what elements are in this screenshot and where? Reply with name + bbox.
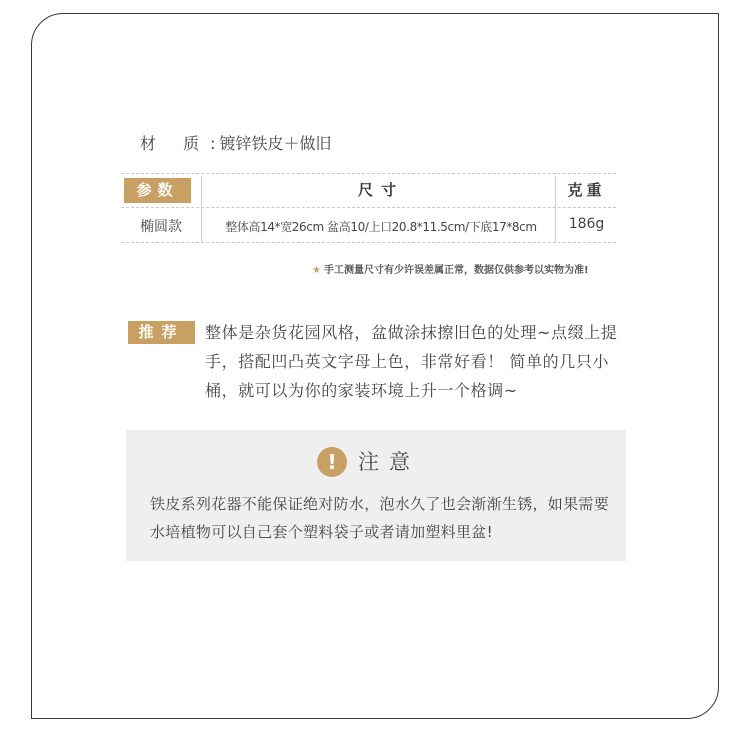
exclamation-icon: ! <box>317 447 347 477</box>
footnote-text: 手工测量尺寸有少许误差属正常，数据仅供参考以实物为准! <box>323 265 589 276</box>
header-param: 参数 <box>124 178 191 203</box>
material-line: 材 质: 镀锌铁皮＋做旧 <box>140 134 332 153</box>
header-weight: 克重 <box>567 181 606 199</box>
notice-title: 注意 <box>358 450 420 474</box>
notice-text: 铁皮系列花器不能保证绝对防水，泡水久了也会渐渐生锈，如果需要水培植物可以自己套个塑料袋子或者请加塑料里盆! <box>150 495 610 541</box>
row-name-cell: 椭圆款 <box>140 219 182 235</box>
material-label: 材 质 <box>140 134 211 153</box>
row-size-cell: 整体高14*宽26cm 盆高10/上口20.8*11.5cm/下底17*8cm <box>225 220 537 234</box>
recommend-label: 推荐 <box>128 321 195 344</box>
star-icon: ★ <box>312 265 321 276</box>
recommend-text: 整体是杂货花园风格，盆做涂抹擦旧色的处理~点缀上提手，搭配凹凸英文字母上色，非常好看！ 简单的几只小桶，就可以为你的家装环境上升一个格调~ <box>205 323 618 400</box>
notice-box <box>126 430 626 561</box>
measurement-footnote <box>312 261 589 276</box>
material-value: 镀锌铁皮＋做旧 <box>219 134 332 153</box>
row-weight-cell: 186g <box>568 216 605 232</box>
spec-table <box>121 173 616 243</box>
header-size: 尺寸 <box>357 181 404 199</box>
